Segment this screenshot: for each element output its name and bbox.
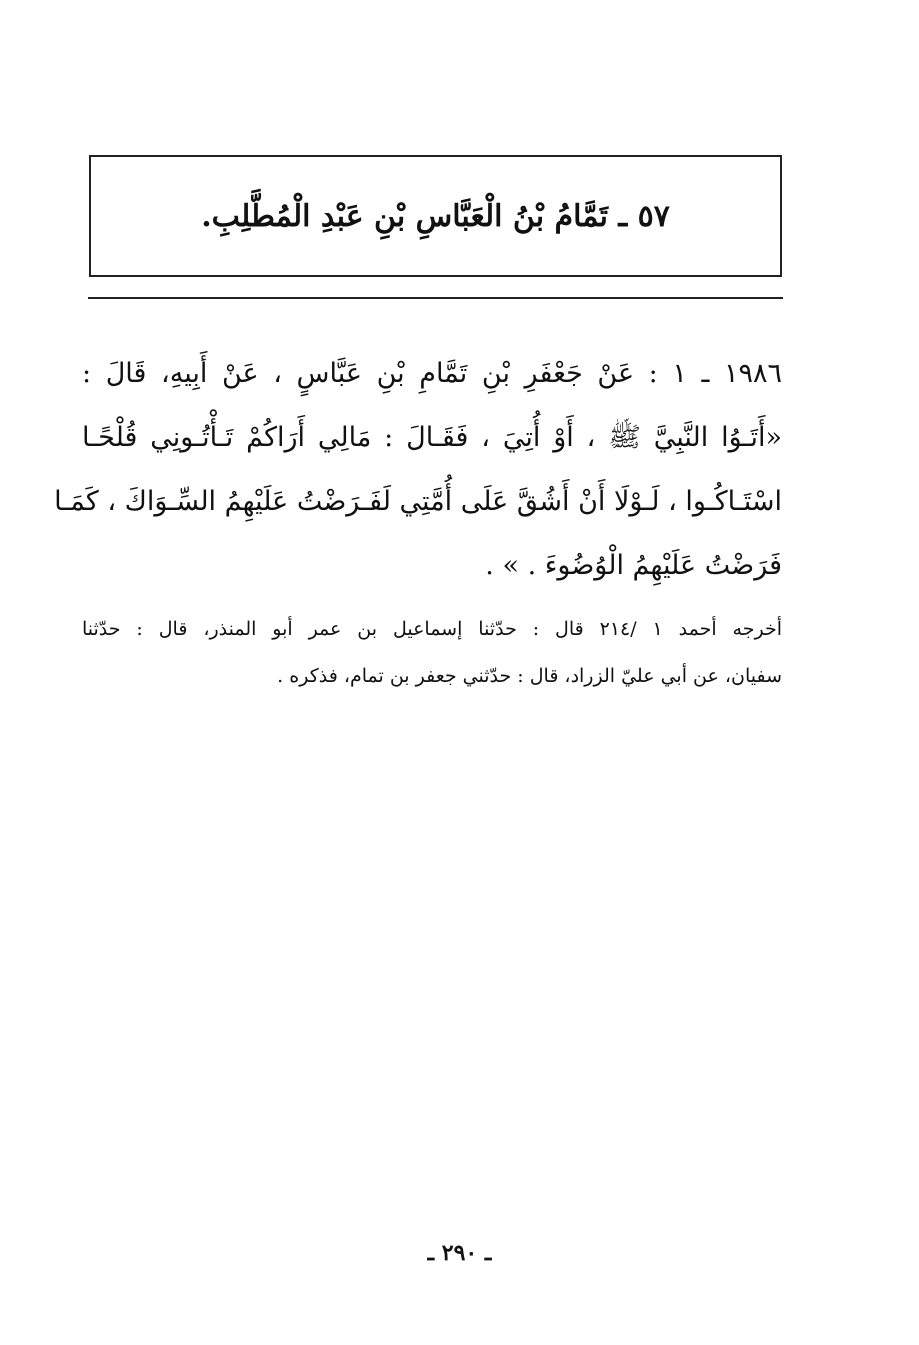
hadith-line-1: ١٩٨٦ ـ ١ : عَنْ جَعْفَرِ بْنِ تَمَّامِ بْنِ عَبَّاسٍ ، عَنْ أَبِيهِ، قَالَ : <box>82 358 783 389</box>
chapter-heading-box <box>89 155 782 277</box>
takhrij-footnote <box>82 620 782 714</box>
chapter-heading: ٥٧ ـ تَمَّامُ بْنُ الْعَبَّاسِ بْنِ عَبْدِ الْمُطَّلِبِ. <box>201 198 670 234</box>
hadith-text <box>54 358 783 616</box>
hadith-line-4: فَرَضْتُ عَلَيْهِمُ الْوُضُوءَ . » . <box>485 550 782 581</box>
takhrij-line-2: سفيان، عن أبي عليّ الزراد، قال : حدّثني جعفر بن تمام، فذكره . <box>277 665 782 687</box>
hadith-line-3: اسْتَـاكُـوا ، لَـوْلَا أَنْ أَشُقَّ عَلَى أُمَّتِي لَفَـرَضْتُ عَلَيْهِمُ السِّـوَاكَ ، كَمَـا <box>54 486 782 517</box>
hadith-line-2: «أَتَـوُا النَّبِيَّ ﷺ ، أَوْ أُتِيَ ، فَقَـالَ : مَالِي أَرَاكُمْ تَـأْتُـونِي قُلْحًـا <box>82 422 782 453</box>
heading-divider <box>88 297 783 299</box>
page-number: ـ ٢٩٠ ـ <box>427 1240 492 1266</box>
takhrij-line-1: أخرجه أحمد ١ /٢١٤ قال : حدّثنا إسماعيل بن عمر أبو المنذر، قال : حدّثنا <box>82 618 782 640</box>
